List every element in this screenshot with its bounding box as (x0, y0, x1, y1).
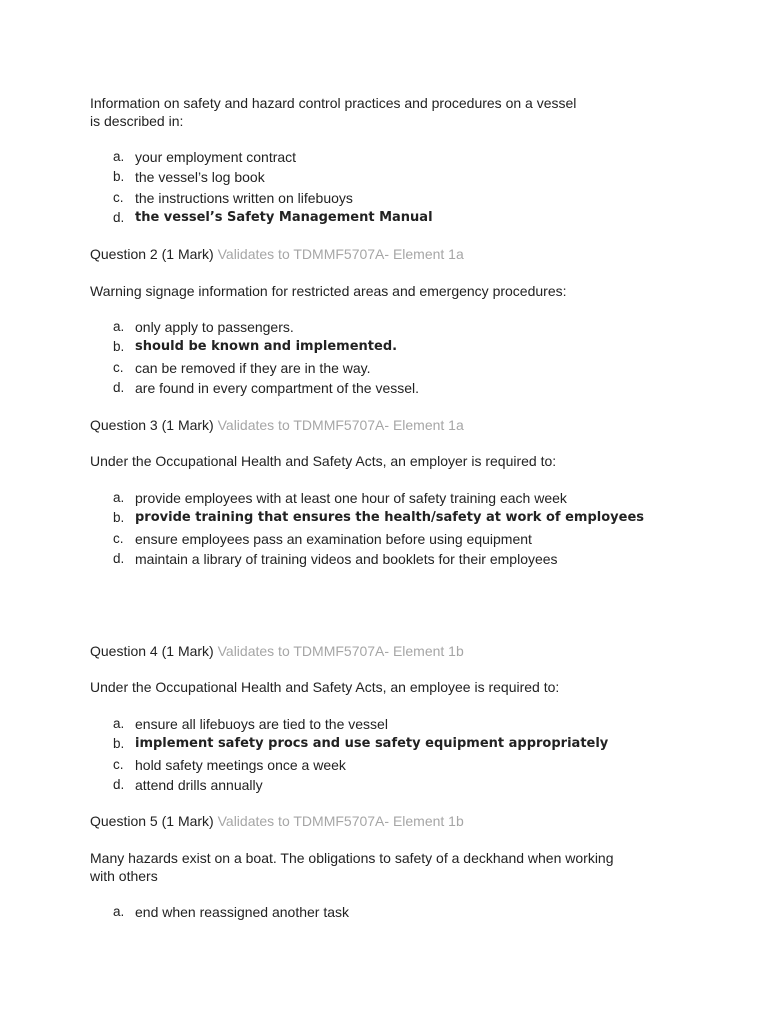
q5-stem (90, 849, 690, 885)
option-letter: a. (113, 490, 125, 505)
option-text: are found in every compartment of the vessel. (135, 379, 420, 396)
option-letter: d. (113, 379, 125, 395)
q3-heading (90, 416, 690, 434)
option-letter: b. (113, 169, 125, 185)
option-text: provide training that ensures the health/safety at work of employees (135, 510, 644, 526)
q2-options (90, 317, 690, 398)
option-text: end when reassigned another task (135, 904, 350, 920)
q4-heading (90, 642, 690, 660)
q3-options (90, 488, 690, 569)
q1-stem-line1: Information on safety and hazard control practices and procedures on a vessel (90, 95, 577, 111)
q2-stem: Warning signage information for restricted areas and emergency procedures: (90, 283, 567, 299)
q3-stem: Under the Occupational Health and Safety Acts, an employer is required to: (90, 453, 557, 469)
q2-heading (90, 245, 690, 263)
option-letter: a. (113, 149, 125, 164)
option-letter: b. (113, 510, 125, 526)
q1-stem (90, 94, 690, 130)
q5-option-a (90, 902, 690, 922)
option-text: implement safety procs and use safety equipment appropriately (135, 736, 609, 752)
q1-options (90, 147, 690, 228)
q4-stem: Under the Occupational Health and Safety Acts, an employee is required to: (90, 679, 560, 695)
q4-option-d (90, 775, 690, 795)
option-text: provide employees with at least one hour of safety training each week (135, 490, 567, 506)
option-text: ensure employees pass an examination before using equipment (135, 530, 532, 547)
option-letter: d. (113, 209, 125, 225)
validates-note: Validates to TDMMF5707A- Element 1a (217, 417, 464, 433)
option-text: your employment contract (135, 149, 297, 165)
q5-stem-line1: Many hazards exist on a boat. The obligations to safety of a deckhand when working (90, 850, 614, 866)
option-letter: b. (113, 339, 125, 355)
q3-option-b-answer (90, 508, 690, 528)
q1-stem-line2: is described in: (90, 113, 184, 129)
q1-option-c (90, 188, 690, 208)
q4-option-b-answer (90, 734, 690, 754)
option-text: the vessel’s log book (135, 169, 265, 186)
validates-note: Validates to TDMMF5707A- Element 1b (217, 643, 464, 659)
q5-heading (90, 812, 690, 830)
q2-option-a (90, 317, 690, 337)
option-text: the instructions written on lifebuoys (135, 189, 353, 206)
q5-options (90, 902, 690, 922)
q1-option-a (90, 147, 690, 167)
option-text: only apply to passengers. (135, 319, 294, 335)
option-text: hold safety meetings once a week (135, 756, 346, 773)
option-letter: a. (113, 319, 125, 334)
question-number: Question 4 (1 Mark) (90, 643, 214, 659)
option-letter: a. (113, 904, 125, 919)
q3-option-c (90, 529, 690, 549)
option-letter: d. (113, 550, 125, 566)
q3-option-d (90, 549, 690, 569)
q2-option-b-answer (90, 337, 690, 357)
q4-option-c (90, 755, 690, 775)
q4-option-a (90, 714, 690, 734)
option-letter: d. (113, 776, 125, 792)
option-letter: c. (113, 530, 124, 546)
option-letter: b. (113, 736, 125, 752)
question-number: Question 3 (1 Mark) (90, 417, 214, 433)
option-text: should be known and implemented. (135, 339, 398, 355)
option-text: attend drills annually (135, 776, 263, 793)
option-letter: c. (113, 756, 124, 772)
option-text: can be removed if they are in the way. (135, 359, 371, 376)
question-number: Question 5 (1 Mark) (90, 813, 214, 829)
q2-option-d (90, 378, 690, 398)
q4-options (90, 714, 690, 795)
q1-option-d-answer (90, 208, 690, 228)
q2-option-c (90, 358, 690, 378)
question-number: Question 2 (1 Mark) (90, 246, 214, 262)
option-letter: c. (113, 189, 124, 205)
option-letter: a. (113, 716, 125, 731)
option-text: maintain a library of training videos and booklets for their employees (135, 550, 558, 567)
option-text: the vessel’s Safety Management Manual (135, 209, 433, 225)
q3-option-a (90, 488, 690, 508)
validates-note: Validates to TDMMF5707A- Element 1a (217, 246, 464, 262)
q1-option-b (90, 167, 690, 187)
option-text: ensure all lifebuoys are tied to the vessel (135, 716, 388, 732)
validates-note: Validates to TDMMF5707A- Element 1b (217, 813, 464, 829)
q5-stem-line2: with others (90, 868, 158, 884)
option-letter: c. (113, 359, 124, 375)
